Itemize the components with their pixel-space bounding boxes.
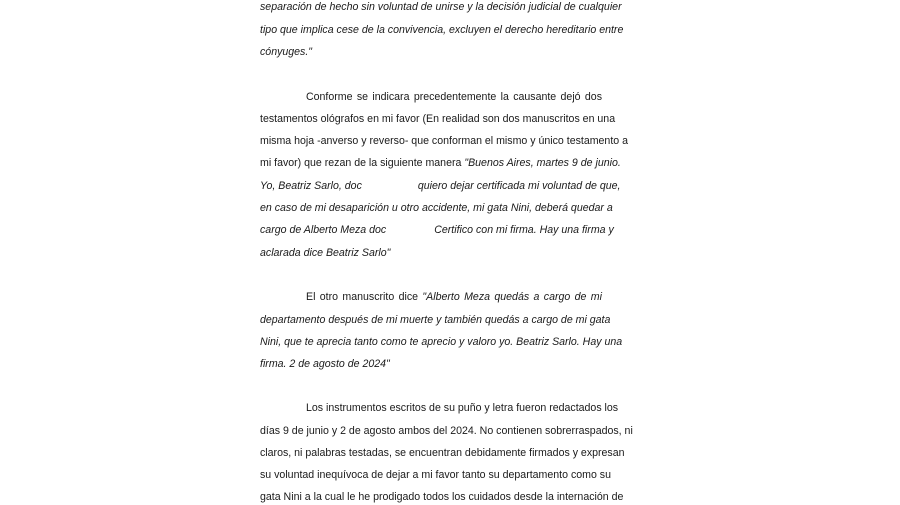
text-line: Nini, que te aprecia tanto como te aprecio y valoro yo. Beatriz Sarlo. Hay una [260, 336, 623, 348]
text-span: Yo, Beatriz Sarlo, doc [260, 180, 362, 192]
text-line: cónyuges." [260, 46, 313, 58]
text-line: días 9 de junio y 2 de agosto ambos del 2024. No contienen sobrerraspados, ni [260, 425, 633, 437]
text-line: Los instrumentos escritos de su puño y letra fueron redactados los [306, 402, 619, 414]
text-line [260, 156, 621, 170]
text-line: departamento después de mi muerte y también quedás a cargo de mi gata [260, 314, 611, 326]
text-line [260, 179, 621, 193]
text-line: su voluntad inequívoca de dejar a mi favor tanto su departamento como su [260, 469, 611, 481]
text-line [306, 290, 602, 304]
text-line: testamentos ológrafos en mi favor (En realidad son dos manuscritos en una [260, 113, 616, 125]
text-line: Conforme se indicara precedentemente la causante dejó dos [306, 91, 602, 103]
text-line: aclarada dice Beatriz Sarlo" [260, 247, 391, 259]
text-line: claros, ni palabras testadas, se encuentran debidamente firmados y expresan [260, 447, 625, 459]
text-line: tipo que implica cese de la convivencia, excluyen el derecho hereditario entre [260, 24, 624, 36]
text-line: en caso de mi desaparición u otro accidente, mi gata Nini, deberá quedar a [260, 202, 613, 214]
text-span: quiero dejar certificada mi voluntad de que, [417, 180, 621, 192]
text-line [260, 223, 614, 237]
text-span: El otro manuscrito dice [306, 291, 423, 303]
text-line: firma. 2 de agosto de 2024" [260, 358, 390, 370]
text-line: gata Nini a la cual le he prodigado todos los cuidados desde la internación de [260, 491, 624, 503]
text-span: "Buenos Aires, martes 9 de junio. [464, 157, 621, 169]
text-span: "Alberto Meza quedás a cargo de mi [422, 291, 602, 303]
text-span: mi favor) que rezan de la siguiente manera [260, 157, 465, 169]
text-line: separación de hecho sin voluntad de unirse y la decisión judicial de cualquier [260, 1, 622, 13]
text-span: cargo de Alberto Meza doc [260, 224, 387, 236]
text-line: misma hoja -anverso y reverso- que conforman el mismo y único testamento a [260, 135, 628, 147]
text-span: Certifico con mi firma. Hay una firma y [434, 224, 614, 236]
